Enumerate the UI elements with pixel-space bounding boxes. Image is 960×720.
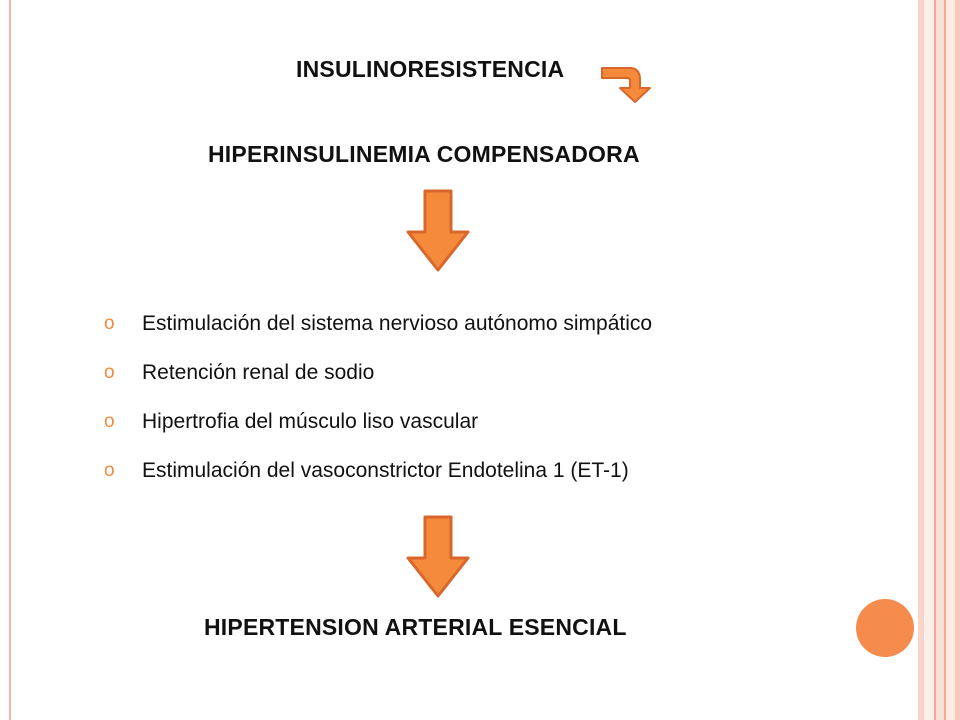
right-border-stripes [918,0,960,720]
list-item-text: Hipertrofia del músculo liso vascular [142,409,479,433]
list-item-text: Retención renal de sodio [142,360,375,384]
insulin-resistance-title: INSULINORESISTENCIA [296,56,565,82]
effects-list [104,299,652,495]
list-item [104,348,652,397]
accent-circle [856,599,914,657]
down-arrow-icon [404,514,472,600]
border-stripe [955,0,960,720]
bullet-marker-icon: o [104,411,115,432]
bullet-marker-icon: o [104,460,115,481]
list-item-text: Estimulación del sistema nervioso autónomo simpático [142,311,653,335]
compensatory-hyperinsulinemia-title: HIPERINSULINEMIA COMPENSADORA [208,141,640,167]
bullet-marker-icon: o [104,362,115,383]
left-border-line [9,0,11,720]
border-stripe [936,0,944,720]
list-item [104,299,652,348]
bullet-marker-icon: o [104,313,115,334]
down-arrow-icon [404,188,472,274]
border-stripe [924,0,934,720]
curved-down-arrow-icon [600,60,656,106]
list-item-text: Estimulación del vasoconstrictor Endotelina 1 (ET-1) [142,458,629,482]
border-stripe [946,0,955,720]
list-item [104,397,652,446]
list-item [104,446,652,495]
essential-hypertension-title: HIPERTENSION ARTERIAL ESENCIAL [204,614,627,640]
